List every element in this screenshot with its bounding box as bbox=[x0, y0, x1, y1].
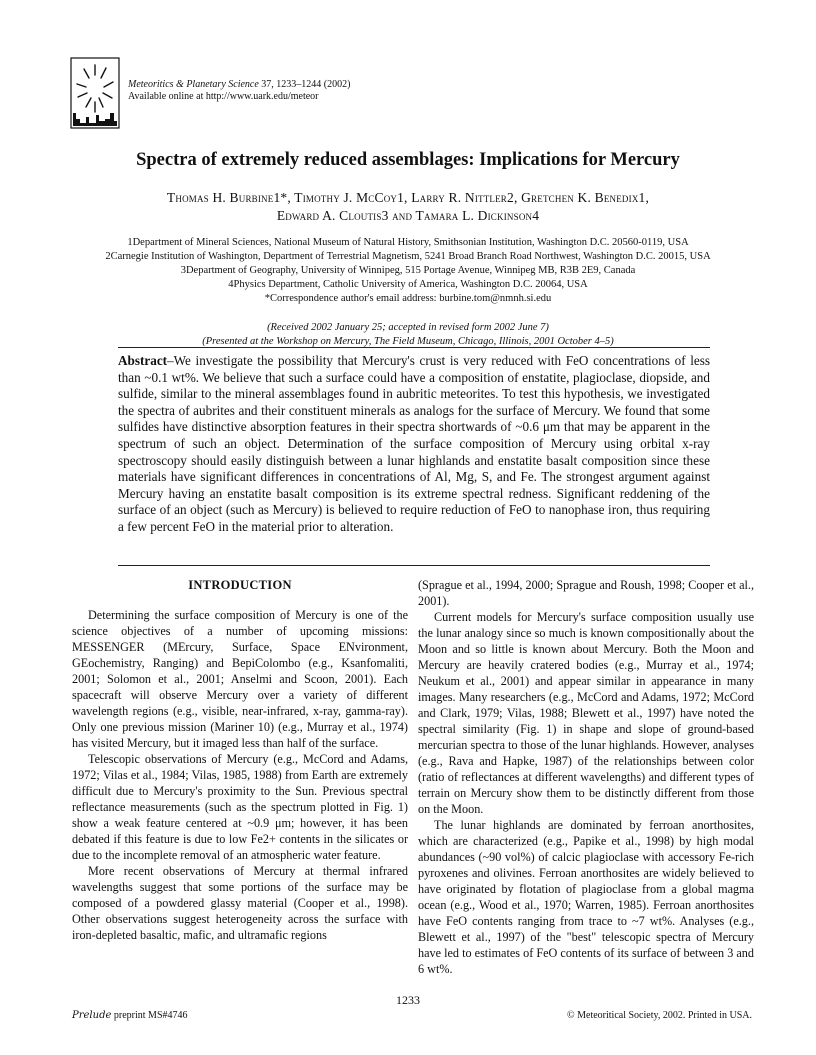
prelude-brand: Prelude bbox=[72, 1010, 112, 1021]
received-dates bbox=[0, 321, 816, 349]
author-list bbox=[0, 189, 816, 225]
preprint-label: Prelude preprint MS#4746 bbox=[72, 1010, 188, 1021]
right-column bbox=[418, 577, 754, 977]
journal-header bbox=[128, 79, 350, 103]
page-number: 1233 bbox=[396, 993, 420, 1007]
paragraph: Determining the surface composition of Mercury is one of the science objectives of a number of upcoming missions: MESSENGER (MErcury, Surface, Space ENvironment, GEochemistry, Ranging) and BepiColombo (e.g., Ksanfomaliti, 2001; Solomon et al., 2001; Anselmi and Scoon, 2001). Each spacecraft will observe Mercury over a variety of different wavelength regions (e.g., visible, near-infrared, x-ray, gamma-ray). Only one previous mission (Mariner 10) (e.g., Murray et al., 1974) has visited Mercury, but it imaged less than half of the surface. bbox=[72, 608, 408, 750]
section-heading-introduction: INTRODUCTION bbox=[188, 578, 292, 592]
abstract bbox=[118, 353, 710, 536]
affiliation-1: 1Department of Mineral Sciences, National Museum of Natural History, Smithsonian Institution, Washington D.C. 20560-0119, USA bbox=[127, 237, 689, 248]
author-line-2: Edward A. Cloutis3 and Tamara L. Dickinson4 bbox=[276, 208, 540, 223]
affiliation-3: 3Department of Geography, University of Winnipeg, 515 Portage Avenue, Winnipeg MB, R3B 2E9, Canada bbox=[180, 265, 636, 276]
presented-line: (Presented at the Workshop on Mercury, The Field Museum, Chicago, Illinois, 2001 October 4–5) bbox=[202, 336, 614, 347]
journal-online-url: Available online at http://www.uark.edu/meteor bbox=[128, 91, 319, 102]
journal-logo bbox=[70, 57, 120, 129]
received-line: (Received 2002 January 25; accepted in revised form 2002 June 7) bbox=[267, 322, 549, 333]
left-column bbox=[72, 577, 408, 943]
affiliations bbox=[0, 236, 816, 306]
correspondence-email: *Correspondence author's email address: burbine.tom@nmnh.si.edu bbox=[264, 293, 552, 304]
abstract-label: Abstract bbox=[118, 353, 168, 368]
copyright-notice: © Meteoritical Society, 2002. Printed in USA. bbox=[567, 1010, 752, 1021]
paper-title: Spectra of extremely reduced assemblages: Implications for Mercury bbox=[136, 150, 680, 170]
paragraph: Current models for Mercury's surface composition usually use the lunar analogy since so much is known compositionally about the Moon and so little is known about Mercury. Both the Moon and Mercury are heavily cratered bodies (e.g., Murray et al., 1974; Neukum et al., 2001) and appear similar in appearance in many images. Many researchers (e.g., McCord and Adams, 1972; McCord and Clark, 1979; Vilas, 1988; Blewett et al., 1997) have noted the spectral similarity (Fig. 1) in shape and slope of ground-based mercurian spectra to those of the lunar highlands. However, analyses (e.g., Rava and Hapke, 1987) of the relationships between color (ratio of reflectances at different wavelengths) and different types of terrain on Mercury show them to be distinctly different from those on the Moon. bbox=[418, 610, 754, 816]
author-line-1: Thomas H. Burbine1*, Timothy J. McCoy1, Larry R. Nittler2, Gretchen K. Benedix1, bbox=[166, 190, 650, 205]
journal-citation: Meteoritics & Planetary Science 37, 1233–1244 (2002) bbox=[128, 79, 351, 90]
affiliation-2: 2Carnegie Institution of Washington, Department of Terrestrial Magnetism, 5241 Broad Branch Road Northwest, Washington D.C. 20015, USA bbox=[105, 251, 711, 262]
paragraph: The lunar highlands are dominated by ferroan anorthosites, which are characterized (e.g., Papike et al., 1998) by high modal abundances (~90 vol%) of calcic plagioclase with accessory Fe-rich pyroxenes and olivines. Ferroan anorthosites are widely believed to have originated by flotation of plagioclase from a global magma ocean (e.g., Wood et al., 1970; Warren, 1985). Ferroan anorthosites have FeO contents ranging from trace to ~7 wt%. Analyses (e.g., Blewett et al., 1997) of the "best" telescopic spectra of Mercury have led to estimates of FeO contents of its surface of between 3 and 6 wt%. bbox=[418, 818, 754, 976]
abstract-top-rule bbox=[118, 347, 710, 348]
affiliation-4: 4Physics Department, Catholic University of America, Washington D.C. 20064, USA bbox=[228, 279, 588, 290]
paragraph: More recent observations of Mercury at thermal infrared wavelengths suggest that some portions of the surface may be composed of a powdered glassy material (Cooper et al., 1998). Other observations suggest heterogeneity across the surface with iron-depleted basaltic, mafic, and ultramafic regions bbox=[72, 864, 408, 942]
abstract-text: –We investigate the possibility that Mercury's crust is very reduced with FeO concentrations of less than ~0.1 wt%. We believe that such a surface could have a composition of enstatite, plagioclase, diopside, and sulfide, similar to the mineral assemblages found in aubritic meteorites. To test this hypothesis, we investigated the spectra of aubrites and their constituent minerals as analogs for the surface of Mercury. We found that some sulfides have distinctive absorption features in their spectra shortwards of ~0.6 μm that may be apparent in the spectrum of such an object. Determination of the surface composition of Mercury using orbital x-ray spectroscopy should easily distinguish between a lunar highlands and enstatite basalt composition since these materials have significant differences in concentrations of Al, Mg, S, and Fe. The strongest argument against Mercury having an enstatite basalt composition is its extreme spectral redness. Significant reddening of the surface of an object (such as Mercury) is believed to require reduction of FeO to nanophase iron, thus requiring a few percent FeO in the material prior to alteration. bbox=[118, 353, 710, 534]
paragraph-continuation: (Sprague et al., 1994, 2000; Sprague and Roush, 1998; Cooper et al., 2001). bbox=[418, 578, 754, 608]
abstract-bottom-rule bbox=[118, 565, 710, 566]
paragraph: Telescopic observations of Mercury (e.g., McCord and Adams, 1972; Vilas et al., 1984; Vilas, 1985, 1988) from Earth are extremely difficult due to Mercury's proximity to the Sun. Previous spectral reflectance measurements (such as the spectrum plotted in Fig. 1) show a weak feature centered at ~0.9 μm; however, it has been debated if this feature is due to low Fe2+ contents in the silicates or due to the incomplete removal of an atmospheric water feature. bbox=[72, 752, 408, 862]
